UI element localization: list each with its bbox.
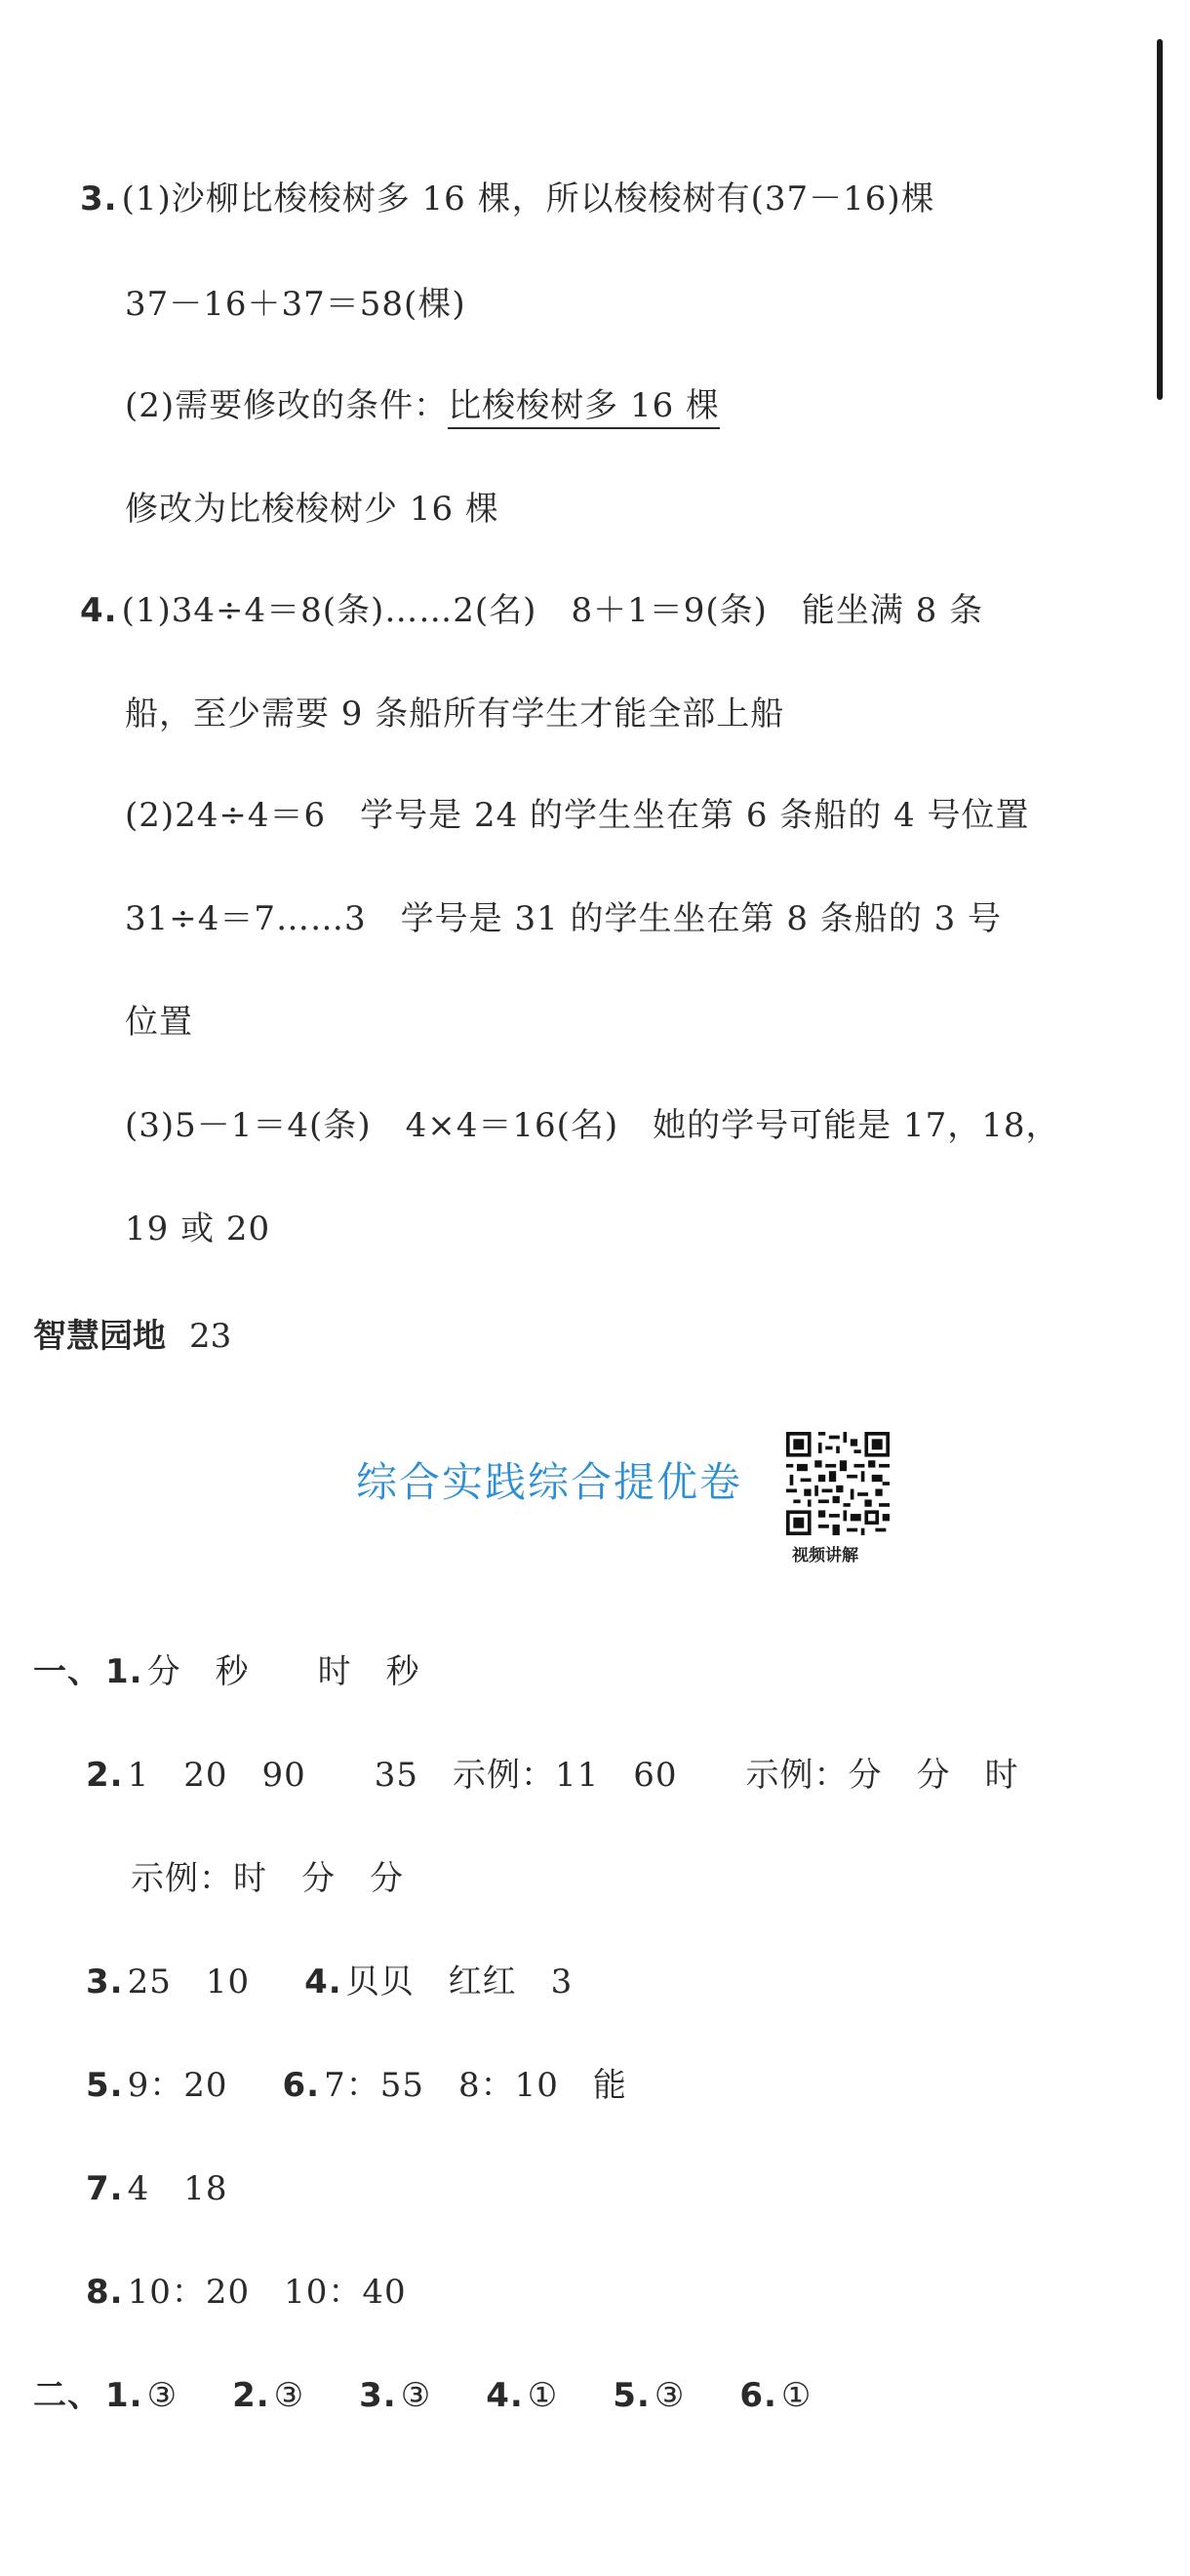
q4-line-4: 31÷4＝7……3 学号是 31 的学生坐在第 8 条船的 3 号 bbox=[125, 899, 1003, 938]
part2-label: 二、 bbox=[33, 2376, 101, 2415]
q4-line-1 bbox=[80, 589, 983, 632]
part2-q2-number: 2. bbox=[232, 2376, 270, 2415]
part1-q2-number: 2. bbox=[86, 1756, 124, 1795]
part1-q8-number: 8. bbox=[86, 2273, 124, 2312]
part1-q4-number: 4. bbox=[304, 1962, 342, 2001]
wisdom-garden-value: 23 bbox=[189, 1317, 232, 1356]
wisdom-garden-label: 智慧园地 bbox=[33, 1317, 166, 1356]
part1-q3-text: 25 10 bbox=[127, 1962, 251, 2001]
part2-q3-answer: ③ bbox=[400, 2376, 432, 2415]
part1-q1 bbox=[33, 1650, 420, 1693]
qr-code-icon[interactable] bbox=[786, 1432, 890, 1535]
part2-q6-answer: ① bbox=[780, 2376, 813, 2415]
part1-q7-text: 4 18 bbox=[127, 2169, 228, 2208]
part1-q5-number: 5. bbox=[86, 2066, 124, 2105]
part1-q6-number: 6. bbox=[282, 2066, 321, 2105]
part1-q2 bbox=[86, 1754, 1019, 1797]
wisdom-garden bbox=[33, 1315, 231, 1358]
part2-q4-number: 4. bbox=[486, 2376, 524, 2415]
part2-q5-number: 5. bbox=[613, 2376, 651, 2415]
part1-q1-text: 分 秒 时 秒 bbox=[146, 1652, 420, 1691]
part2-q4-answer: ① bbox=[527, 2376, 559, 2415]
section-title: 综合实践综合提优卷 bbox=[356, 1458, 743, 1506]
q3-underlined-condition: 比梭梭树多 16 棵 bbox=[448, 386, 720, 429]
page-edge-shadow bbox=[1157, 39, 1163, 400]
q3-text-3-prefix: (2)需要修改的条件： bbox=[125, 386, 449, 425]
part1-q7-number: 7. bbox=[86, 2169, 124, 2208]
part2-q5-answer: ③ bbox=[654, 2376, 686, 2415]
part1-label: 一、 bbox=[33, 1652, 101, 1691]
part1-q8 bbox=[86, 2271, 407, 2314]
q3-line-2: 37－16＋37＝58(棵) bbox=[125, 285, 466, 324]
part1-q1-number: 1. bbox=[105, 1652, 143, 1691]
q3-line-4: 修改为比梭梭树少 16 棵 bbox=[125, 490, 499, 529]
part2-answers bbox=[33, 2374, 812, 2417]
part1-q3-q4 bbox=[86, 1961, 573, 2003]
q3-line-3 bbox=[125, 384, 720, 427]
qr-caption: 视频讲解 bbox=[792, 1546, 858, 1565]
part1-q5-q6 bbox=[86, 2064, 627, 2107]
part1-q2-continued: 示例：时 分 分 bbox=[131, 1859, 404, 1898]
q3-number: 3. bbox=[80, 179, 118, 218]
part1-q4-text: 贝贝 红红 3 bbox=[345, 1962, 574, 2001]
part2-q6-number: 6. bbox=[739, 2376, 777, 2415]
part2-q1-number: 1. bbox=[105, 2376, 143, 2415]
q4-number: 4. bbox=[80, 591, 118, 630]
part2-q2-answer: ③ bbox=[273, 2376, 305, 2415]
part1-q2-text: 1 20 90 35 示例：11 60 示例：分 分 时 bbox=[127, 1756, 1019, 1795]
part2-q3-number: 3. bbox=[359, 2376, 397, 2415]
q4-line-7: 19 或 20 bbox=[125, 1209, 271, 1248]
q4-line-2: 船，至少需要 9 条船所有学生才能全部上船 bbox=[125, 694, 785, 733]
q4-line-5: 位置 bbox=[125, 1003, 193, 1042]
q4-text-1: (1)34÷4＝8(条)……2(名) 8＋1＝9(条) 能坐满 8 条 bbox=[121, 591, 984, 630]
q4-line-3: (2)24÷4＝6 学号是 24 的学生坐在第 6 条船的 4 号位置 bbox=[125, 796, 1030, 835]
part1-q3-number: 3. bbox=[86, 1962, 124, 2001]
part1-q7 bbox=[86, 2167, 227, 2210]
q3-text-1: (1)沙柳比梭梭树多 16 棵，所以梭梭树有(37－16)棵 bbox=[121, 179, 935, 218]
part1-q8-text: 10：20 10：40 bbox=[127, 2273, 407, 2312]
q4-line-6: (3)5－1＝4(条) 4×4＝16(名) 她的学号可能是 17，18， bbox=[125, 1106, 1060, 1145]
q3-line-1 bbox=[80, 178, 935, 220]
part2-q1-answer: ③ bbox=[146, 2376, 178, 2415]
part1-q6-text: 7：55 8：10 能 bbox=[324, 2066, 627, 2105]
part1-q5-text: 9：20 bbox=[127, 2066, 228, 2105]
